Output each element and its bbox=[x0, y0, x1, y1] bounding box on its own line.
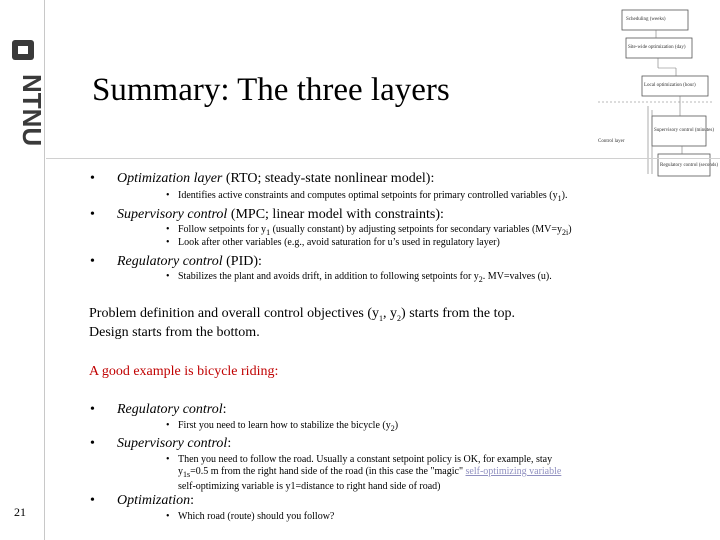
sub-text: Look after other variables (e.g., avoid saturation for u’s used in regulatory layer) bbox=[178, 237, 500, 248]
sidebar-strip bbox=[0, 0, 45, 540]
sub-text: Which road (route) should you follow? bbox=[178, 511, 335, 522]
subscript: 1 bbox=[266, 228, 271, 237]
bullet: • bbox=[90, 254, 95, 269]
problem-definition-line-2: Design starts from the bottom. bbox=[89, 325, 260, 340]
layer-name: Regulatory control bbox=[117, 254, 223, 269]
diagram-label-sitewide: Site-wide optimization (day) bbox=[628, 45, 686, 50]
diagram-label-regulatory: Regulatory control (seconds) bbox=[660, 163, 719, 168]
sub-text-end: ) bbox=[394, 420, 399, 431]
title-divider bbox=[46, 158, 720, 159]
bullet: • bbox=[166, 190, 170, 201]
logo-text: NTNU bbox=[17, 74, 47, 147]
layer-name: Optimization layer bbox=[117, 171, 223, 186]
diagram-label-supervisory: Supervisory control (minutes) bbox=[654, 128, 714, 133]
colon: : bbox=[227, 436, 232, 451]
bullet: • bbox=[166, 224, 170, 235]
bullet: • bbox=[90, 493, 95, 508]
bicycle-layer-name: Optimization bbox=[117, 493, 191, 508]
sub-text-end: ) bbox=[568, 224, 572, 235]
subscript: 2 bbox=[390, 424, 395, 433]
layer-desc: (RTO; steady-state nonlinear model): bbox=[222, 171, 435, 186]
slide-title: Summary: The three layers bbox=[92, 72, 450, 108]
sub-text: =0.5 m from the right hand side of the road (in this case the "magic" bbox=[190, 466, 466, 477]
sub-text: Follow setpoints for y bbox=[178, 224, 267, 235]
sub-text: First you need to learn how to stabilize the bicycle (y bbox=[178, 420, 391, 431]
subscript: 1 bbox=[557, 194, 562, 203]
diagram-label-local: Local optimization (hour) bbox=[644, 83, 696, 88]
bullet: • bbox=[90, 436, 95, 451]
bullet: • bbox=[166, 420, 170, 431]
bullet: • bbox=[90, 171, 95, 186]
bullet: • bbox=[166, 271, 170, 282]
colon: : bbox=[222, 402, 227, 417]
bullet: • bbox=[166, 511, 170, 522]
example-heading: A good example is bicycle riding: bbox=[89, 364, 279, 379]
subscript: 2i bbox=[562, 228, 569, 237]
sub-text-mid: (usually constant) by adjusting setpoints for secondary variables (MV=y bbox=[270, 224, 563, 235]
sub-text-end: . MV=valves (u). bbox=[482, 271, 552, 282]
bicycle-layer-name: Supervisory control bbox=[117, 436, 228, 451]
bullet: • bbox=[90, 207, 95, 222]
subscript: 1s bbox=[183, 470, 191, 479]
colon: : bbox=[190, 493, 195, 508]
layer-desc: (PID): bbox=[222, 254, 262, 269]
self-optimizing-variable-link[interactable]: self-optimizing variable bbox=[465, 466, 562, 477]
diagram-label-scheduling: Scheduling (weeks) bbox=[626, 17, 666, 22]
sub-text-end: ). bbox=[561, 190, 568, 201]
sub-text-line-1: Then you need to follow the road. Usually a constant setpoint policy is OK, for example, stay bbox=[178, 454, 553, 465]
sub-text: Identifies active constraints and computes optimal setpoints for primary controlled variables (y bbox=[178, 190, 558, 201]
bicycle-layer-name: Regulatory control bbox=[117, 402, 223, 417]
bullet: • bbox=[90, 402, 95, 417]
layer-name: Supervisory control bbox=[117, 207, 228, 222]
subscript: 2 bbox=[478, 275, 483, 284]
ntnu-logo bbox=[8, 38, 47, 178]
hierarchy-diagram bbox=[596, 6, 719, 178]
slide-number: 21 bbox=[14, 505, 26, 519]
sub-text-line-3: self-optimizing variable is y1=distance to right hand side of road) bbox=[178, 481, 441, 492]
sub-text: y bbox=[178, 466, 183, 477]
diagram-label-control-layer: Control layer bbox=[598, 139, 625, 144]
layer-desc: (MPC; linear model with constraints): bbox=[227, 207, 444, 222]
sub-text: Stabilizes the plant and avoids drift, in addition to following setpoints for y bbox=[178, 271, 479, 282]
bullet: • bbox=[166, 237, 170, 248]
bullet: • bbox=[166, 454, 170, 465]
problem-definition-line-1: Problem definition and overall control objectives ($y_1$, $y_2$) starts from the top. bbox=[89, 306, 515, 323]
